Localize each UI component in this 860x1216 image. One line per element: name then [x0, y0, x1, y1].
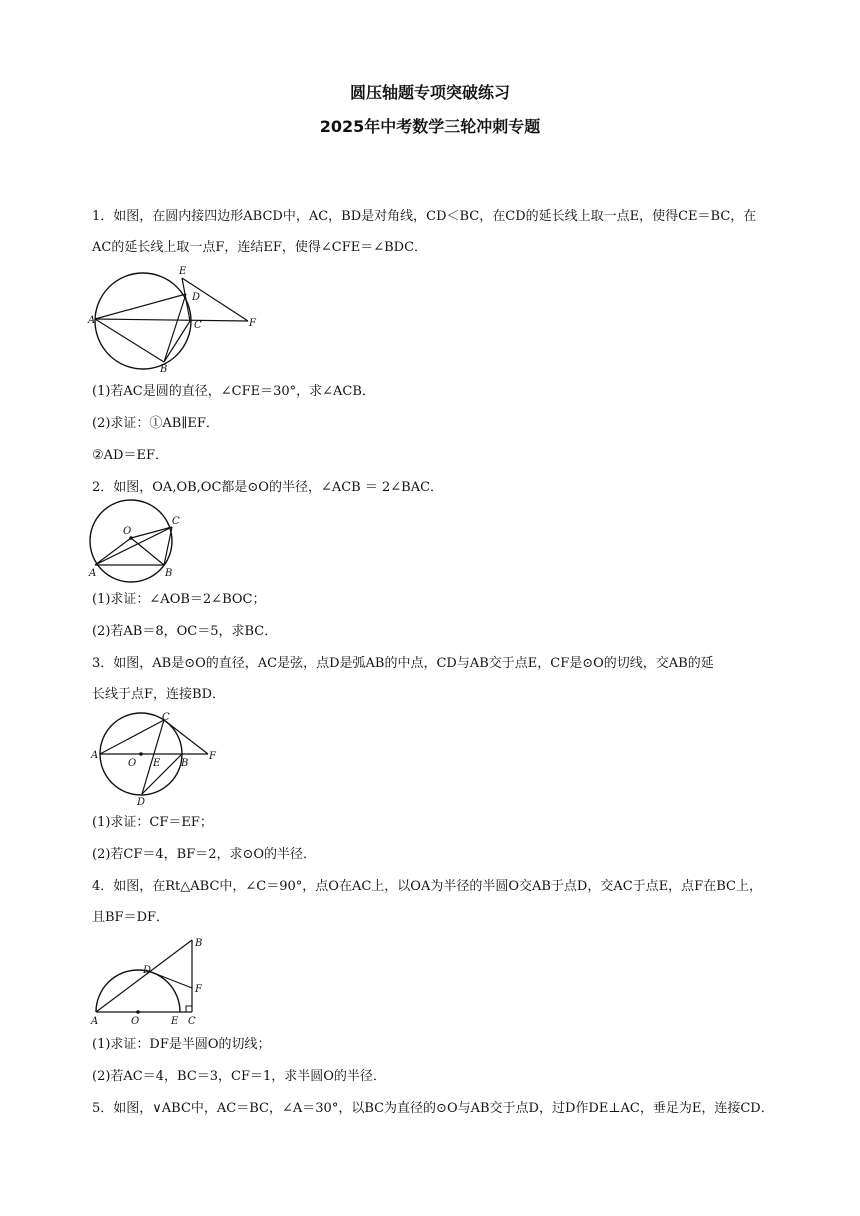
line-oc: [131, 527, 172, 538]
semicircle-shape: [96, 970, 180, 1012]
problem-4-part-1: (1)求证：DF是半圆O的切线；: [92, 1037, 271, 1052]
problem-3-part-2: (2)若CF＝4，BF＝2，求⊙O的半径．: [92, 847, 317, 862]
line-ac: [95, 527, 172, 565]
circle-shape: [95, 273, 191, 369]
line-oa: [95, 538, 131, 565]
figure-label-o: O: [131, 1016, 140, 1027]
figure-label-f: F: [195, 984, 202, 995]
problem-2-figure: [88, 502, 188, 582]
problem-4-text-line-2: 且BF＝DF．: [92, 910, 170, 925]
line-ab: [95, 319, 164, 362]
figure-label-c: C: [162, 712, 170, 723]
problem-5-text-line-1: 5．如图，∨ABC中，AC＝BC，∠A＝30°，以BC为直径的⊙O与AB交于点D，过D作DE⊥AC，垂足为E，连接CD．: [92, 1101, 774, 1116]
figure-label-f: F: [209, 751, 216, 762]
problem-4-part-2: (2)若AC＝4，BC＝3，CF＝1，求半圆O的半径．: [92, 1069, 386, 1084]
line-ab: [96, 940, 192, 1012]
problem-1-text-line-1: 1．如图，在圆内接四边形ABCD中，AC，BD是对角线，CD＜BC，在CD的延长线上取一点E，使得CE＝BC，在: [92, 209, 757, 224]
line-ad: [95, 294, 186, 319]
right-angle-mark: [186, 1006, 192, 1012]
line-cf: [164, 720, 208, 754]
figure-label-b: B: [160, 364, 168, 375]
problem-2-part-1: (1)求证：∠AOB＝2∠BOC；: [92, 592, 266, 607]
figure-label-d: D: [192, 292, 201, 303]
problem-3-text-line-2: 长线于点F，连接BD．: [92, 687, 225, 702]
problem-2-part-2: (2)若AB＝8，OC＝5，求BC．: [92, 624, 278, 639]
problem-1-text-line-2: AC的延长线上取一点F，连结EF，使得∠CFE＝∠BDC．: [92, 240, 428, 255]
problem-1-figure: [88, 264, 268, 376]
line-ac: [100, 720, 164, 754]
figure-label-b: B: [195, 938, 203, 949]
line-bd: [164, 294, 186, 362]
figure-label-c: C: [188, 1016, 196, 1027]
problem-1-part-2: (2)求证：①AB∥EF．: [92, 416, 219, 431]
problem-4-figure: [88, 932, 213, 1028]
problem-1-part-2b: ②AD＝EF．: [92, 448, 168, 463]
figure-label-a: A: [88, 315, 96, 326]
line-ec: [182, 278, 190, 321]
figure-label-b: B: [181, 758, 189, 769]
figure-label-c: C: [194, 320, 202, 331]
figure-label-a: A: [89, 568, 97, 579]
figure-label-e: E: [171, 1016, 179, 1027]
line-df: [146, 970, 192, 988]
figure-label-b: B: [165, 568, 173, 579]
problem-4-text-line-1: 4．如图，在Rt△ABC中，∠C＝90°，点O在AC上，以OA为半径的半圆O交AB于点D，交AC于点E，点F在BC上，: [92, 879, 762, 894]
problem-3-text-line-1: 3．如图，AB是⊙O的直径，AC是弦，点D是弧AB的中点，CD与AB交于点E，CF是⊙O的切线，交AB的延: [92, 656, 714, 671]
problem-3-part-1: (1)求证：CF＝EF；: [92, 815, 213, 830]
problem-2-text-line-1: 2．如图，OA,OB,OC都是⊙O的半径，∠ACB ＝ 2∠BAC．: [92, 480, 444, 495]
figure-label-e: E: [179, 266, 187, 277]
figure-label-a: A: [91, 750, 99, 761]
figure-label-o: O: [123, 526, 132, 537]
center-point: [136, 1010, 140, 1014]
figure-label-o: O: [128, 758, 137, 769]
line-af: [95, 319, 248, 321]
problem-1-part-1: (1)若AC是圆的直径，∠CFE＝30°，求∠ACB．: [92, 384, 375, 399]
circle-shape: [90, 500, 172, 582]
document-title: 圆压轴题专项突破练习: [349, 83, 510, 102]
figure-label-c: C: [172, 516, 180, 527]
figure-label-f: F: [249, 318, 256, 329]
line-ob: [131, 538, 164, 565]
figure-label-d: D: [143, 965, 152, 976]
figure-label-e: E: [153, 758, 161, 769]
figure-label-a: A: [91, 1016, 99, 1027]
figure-label-d: D: [137, 797, 146, 808]
document-subtitle: 2025年中考数学三轮冲刺专题: [319, 117, 541, 136]
problem-3-figure: [90, 710, 220, 806]
